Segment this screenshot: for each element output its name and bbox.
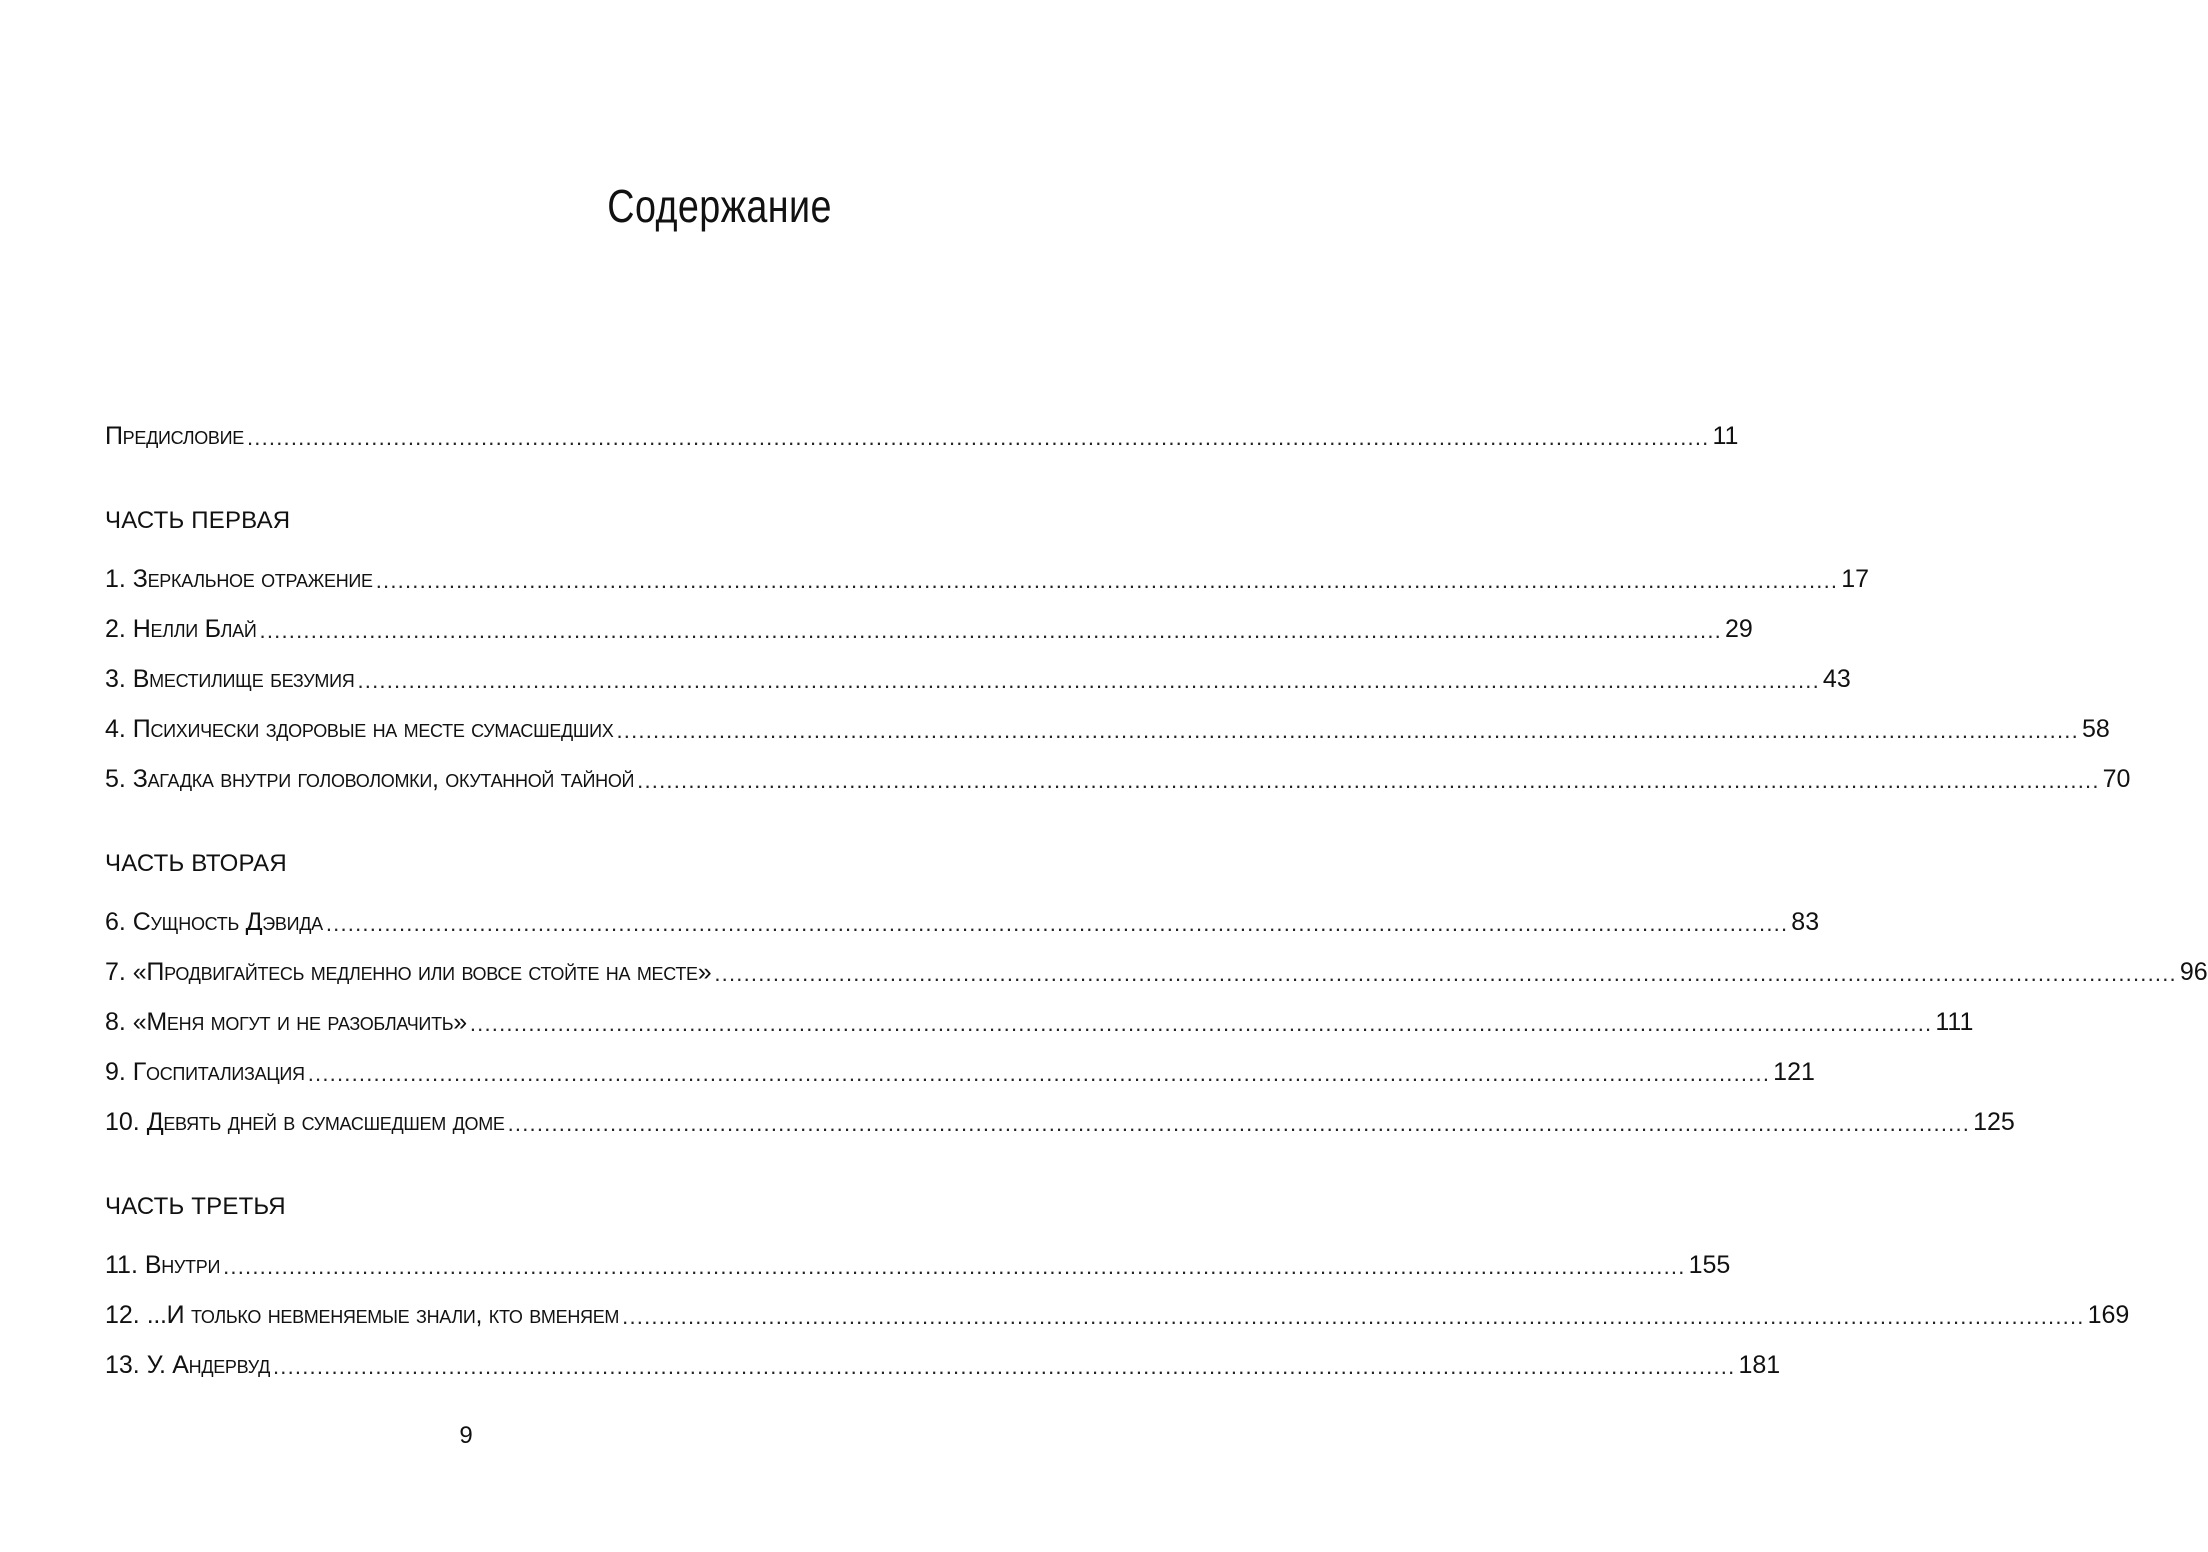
dot-leader: ........................................................................................................................................................................................................	[259, 618, 1722, 643]
toc-entry-label: У. Андервуд	[146, 1351, 270, 1379]
toc-entry-number: 8.	[105, 1008, 133, 1036]
toc-entry-number: 7.	[105, 958, 133, 986]
dot-leader: ........................................................................................................................................................................................................	[507, 1111, 1971, 1136]
part-heading: ЧАСТЬ ТРЕТЬЯ	[105, 1193, 286, 1220]
toc-entry-label: Загадка внутри головоломки, окутанной тайной	[132, 765, 635, 793]
toc-entry-label: Предисловие	[105, 422, 244, 450]
toc-entry-number: 10.	[105, 1108, 147, 1136]
toc-entry-number: 5.	[105, 765, 133, 793]
toc-entry-label: «Меня могут и не разоблачить»	[132, 1008, 467, 1036]
dot-leader: ........................................................................................................................................................................................................	[357, 668, 1820, 693]
part-heading: ЧАСТЬ ПЕРВАЯ	[105, 507, 291, 534]
toc-entry-page: 96	[2179, 958, 2208, 986]
toc-entry-label: Психически здоровые на месте сумасшедших	[132, 715, 614, 743]
dot-leader: ........................................................................................................................................................................................................	[325, 911, 1789, 936]
toc-entry[interactable]	[105, 1299, 2130, 1331]
dot-leader: ........................................................................................................................................................................................................	[246, 425, 1710, 450]
toc-entry[interactable]	[105, 1249, 1731, 1281]
toc-entry-label: Сущность Дэвида	[132, 908, 323, 936]
page-title: Содержание	[607, 180, 832, 232]
toc-entry-number: 4.	[105, 715, 133, 743]
toc-entry-number: 3.	[105, 665, 133, 693]
toc-entry[interactable]	[105, 956, 2208, 988]
toc-entry-page: 43	[1822, 665, 1851, 693]
toc-entry-number: 11.	[105, 1251, 145, 1279]
toc-entry-label: Вместилище безумия	[132, 665, 355, 693]
toc-entry[interactable]	[105, 563, 1870, 595]
toc-entry-label: ...И только невменяемые знали, кто вменяем	[146, 1301, 620, 1329]
toc-entry-preface[interactable]	[105, 420, 1739, 452]
toc-entry-label: Нелли Блай	[132, 615, 257, 643]
toc-entry-page: 181	[1738, 1351, 1781, 1379]
toc-entry-page: 169	[2087, 1301, 2130, 1329]
toc-entry[interactable]	[105, 713, 2110, 745]
dot-leader: ........................................................................................................................................................................................................	[375, 568, 1839, 593]
toc-entry-page: 125	[1973, 1108, 2015, 1136]
toc-entry-number: 12.	[105, 1301, 147, 1329]
toc-entry-number: 2.	[105, 615, 133, 643]
toc-entry-number: 6.	[105, 908, 133, 936]
dot-leader: ........................................................................................................................................................................................................	[622, 1304, 2085, 1329]
toc-entry-label: «Продвигайтесь медленно или вовсе стойте на месте»	[132, 958, 712, 986]
toc-entry-page: 121	[1773, 1058, 1815, 1086]
toc-entry-label: Госпитализация	[132, 1058, 305, 1086]
dot-leader: ........................................................................................................................................................................................................	[272, 1354, 1736, 1379]
toc-entry[interactable]	[105, 1006, 1974, 1038]
dot-leader: ........................................................................................................................................................................................................	[469, 1011, 1933, 1036]
toc-entry-page: 29	[1725, 615, 1753, 643]
part-heading: ЧАСТЬ ВТОРАЯ	[105, 850, 287, 877]
toc-entry[interactable]	[105, 1349, 1781, 1381]
toc-entry-number: 1.	[105, 565, 133, 593]
toc-entry[interactable]	[105, 763, 2131, 795]
toc-entry-label: Зеркальное отражение	[132, 565, 373, 593]
toc-entry-page: 17	[1841, 565, 1870, 593]
toc-entry[interactable]	[105, 663, 1851, 695]
page-number: 9	[459, 1422, 473, 1449]
toc-entry[interactable]	[105, 1106, 2015, 1138]
toc-entry[interactable]	[105, 906, 1820, 938]
toc-entry-page: 155	[1688, 1251, 1731, 1279]
toc-entry[interactable]	[105, 613, 1753, 645]
toc-entry-label: Внутри	[144, 1251, 221, 1279]
toc-entry-number: 9.	[105, 1058, 133, 1086]
toc-entry-page: 70	[2102, 765, 2131, 793]
toc-entry[interactable]	[105, 1056, 1815, 1088]
toc-entry-page: 58	[2081, 715, 2110, 743]
toc-entry-page: 11	[1712, 422, 1739, 450]
dot-leader: ........................................................................................................................................................................................................	[616, 718, 2079, 743]
dot-leader: ........................................................................................................................................................................................................	[637, 768, 2100, 793]
dot-leader: ........................................................................................................................................................................................................	[223, 1254, 1686, 1279]
toc-entry-number: 13.	[105, 1351, 147, 1379]
toc-entry-page: 111	[1935, 1008, 1974, 1036]
toc-entry-page: 83	[1791, 908, 1820, 936]
dot-leader: ........................................................................................................................................................................................................	[714, 961, 2177, 986]
dot-leader: ........................................................................................................................................................................................................	[307, 1061, 1771, 1086]
toc-entry-label: Девять дней в сумасшедшем доме	[146, 1108, 505, 1136]
